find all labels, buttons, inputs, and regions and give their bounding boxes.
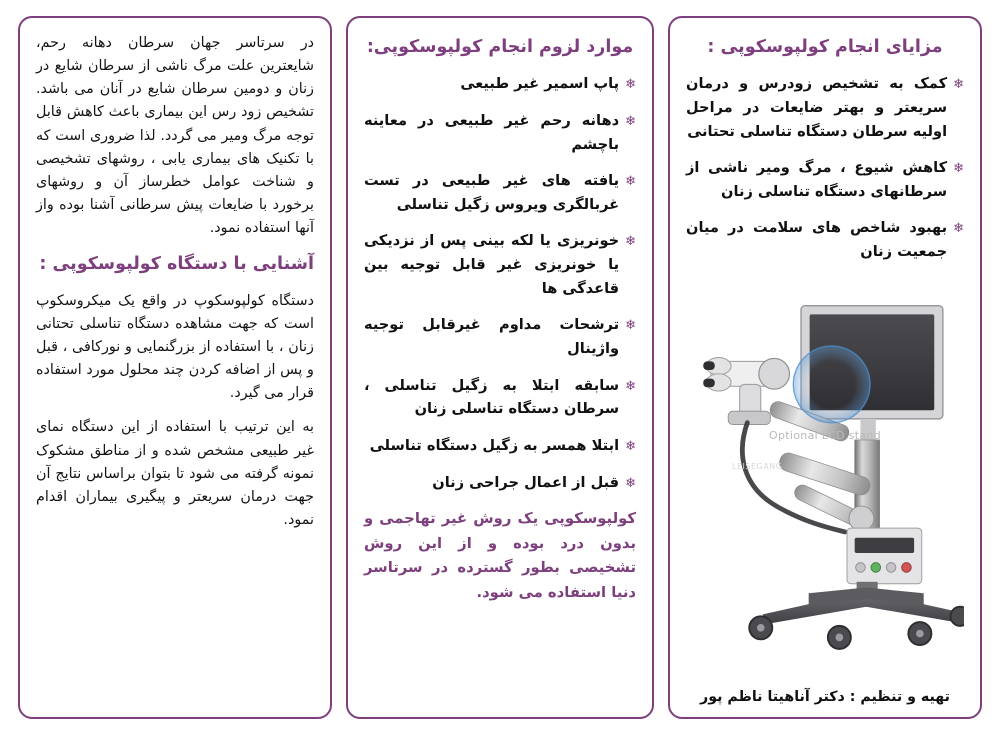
colposcope-illustration <box>686 277 964 651</box>
list-item-label: ابتلا همسر به زگیل دستگاه تناسلی <box>369 436 620 454</box>
list-item-label: بهبود شاخص های سلامت در میان جمعیت زنان <box>686 219 948 261</box>
intro-paragraph: در سرتاسر جهان سرطان دهانه رحم، شایعترین علت مرگ ناشی از سرطان شایع در زنان و دومین سرطان شایع در آنان می باشد. تشخیص زود رس این بیماری باعث کاهش قابل توجه مرگ ومیر می گردد. لذا ضروری است که با تکنیک های بیماری یابی ، روشهای تشخیصی و شناخت عوامل خطرساز آن و روشهای برخورد با ضایعات پیش سرطانی آشنا بوده واز آنها استفاده نمود. <box>36 35 314 237</box>
flower-icon: ❄ <box>953 221 964 237</box>
list-item <box>364 229 636 300</box>
indications-heading: موارد لزوم انجام کولپوسکوپی: <box>366 37 634 57</box>
list-item <box>364 434 636 458</box>
column-introduction <box>18 16 332 719</box>
benefits-heading: مزایای انجام کولپوسکوپی : <box>707 37 943 57</box>
column-indications <box>346 16 654 719</box>
list-item <box>686 72 964 143</box>
colposcope-device-photo <box>686 277 964 667</box>
list-item <box>364 72 636 96</box>
control-box <box>847 528 922 584</box>
focus-highlight-circle <box>793 346 870 423</box>
about-device-paragraph-2: به این ترتیب با استفاده از این دستگاه نمای غیر طبیعی مشخص شده و از مناطق مشکوک نمونه گرفته می شود تا بتوان براساس نتایج آن جهت درمان سریعتر و پیگیری بیماران اقدام نمود. <box>36 419 314 529</box>
flower-icon: ❄ <box>625 234 637 250</box>
list-item <box>686 156 964 203</box>
list-item-label: پاپ اسمیر غیر طبیعی <box>460 75 620 93</box>
list-item <box>364 109 636 156</box>
flower-icon: ❄ <box>625 174 637 190</box>
list-item-label: دهانه رحم غیر طبیعی در معاینه باچشم <box>363 111 620 153</box>
flower-icon: ❄ <box>625 318 637 334</box>
list-item <box>686 216 964 263</box>
wheel-base <box>749 587 964 648</box>
column-benefits <box>668 16 982 719</box>
list-item <box>364 313 636 360</box>
list-item <box>364 169 636 216</box>
list-item-label: یافته های غیر طبیعی در تست غربالگری ویروس زگیل تناسلی <box>363 172 620 213</box>
flower-icon: ❄ <box>953 161 964 177</box>
section-heading-about-device: آشنایی با دستگاه کولپوسکوپی : <box>39 254 314 275</box>
list-item <box>364 471 636 495</box>
flower-icon: ❄ <box>953 77 964 93</box>
device-brand-label: LEISEGANG <box>732 461 783 471</box>
indications-closing-note: کولپوسکوپی یک روش غیر تهاجمی و بدون درد بوده و از این روش تشخیصی بطور گسترده در سرتاسر دنیا استفاده می شود. <box>363 510 637 601</box>
list-item-label: قبل از اعمال جراحی زنان <box>432 473 620 491</box>
about-device-paragraph-1: دستگاه کولپوسکوپ در واقع یک میکروسکوپ است که جهت مشاهده دستگاه تناسلی تحتانی زنان ، با استفاده از بزرگنمایی و نورکافی ، قبل و پس از اضافه کردن چند محلول مورد استفاده قرار می گیرد. <box>36 292 314 402</box>
flower-icon: ❄ <box>625 378 637 394</box>
list-item-label: سابقه ابتلا به زگیل تناسلی ، سرطان دستگاه تناسلی زنان <box>363 376 620 418</box>
flower-icon: ❄ <box>625 77 637 93</box>
benefits-list <box>686 72 964 263</box>
list-item-label: ترشحات مداوم غیرقابل توجیه واژینال <box>363 316 620 358</box>
author-credit: تهیه و تنظیم : دکتر آناهیتا ناظم پور <box>700 689 950 705</box>
flower-icon: ❄ <box>625 475 637 491</box>
list-item-label: کاهش شیوع ، مرگ ومیر ناشی از سرطانهای دستگاه تناسلی زنان <box>686 159 948 200</box>
list-item-label: خونریزی یا لکه بینی پس از نزدیکی یا خونریزی غیر قابل توجیه بین قاعدگی ها <box>363 232 620 297</box>
image-watermark: Optional LCD stand <box>769 428 881 442</box>
flower-icon: ❄ <box>625 113 637 129</box>
indications-list <box>364 72 636 494</box>
list-item <box>364 374 636 421</box>
flower-icon: ❄ <box>625 438 637 454</box>
list-item-label: کمک به تشخیص زودرس و درمان سریعتر و بهتر ضایعات در مراحل اولیه سرطان دستگاه تناسلی تحتانی <box>686 75 948 140</box>
